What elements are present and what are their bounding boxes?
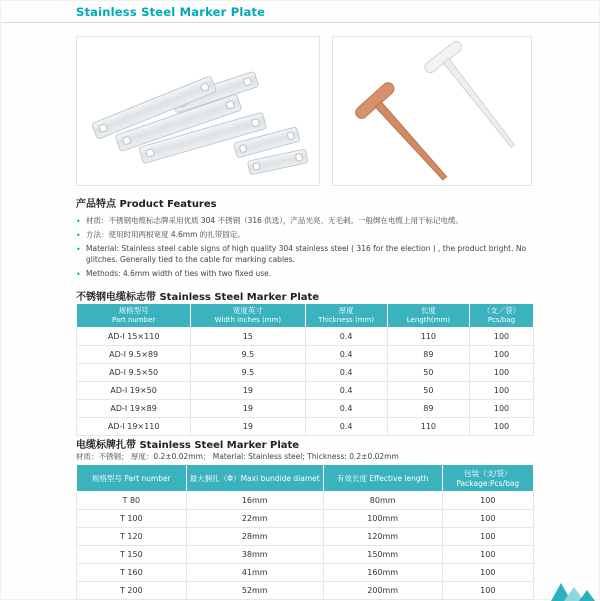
col-header-pcs-bag xyxy=(470,304,534,328)
footer-logo-icon xyxy=(549,581,597,601)
table-cell: 100 xyxy=(470,399,534,417)
table-row xyxy=(77,528,534,546)
table-cell: 9.5 xyxy=(191,345,305,363)
col-header-part-number xyxy=(77,304,191,328)
table-row xyxy=(77,582,534,600)
table-row xyxy=(77,399,534,417)
header-en: Part number xyxy=(111,315,156,324)
header-zh: 宽度英寸 xyxy=(232,306,263,315)
table-cell: 89 xyxy=(387,399,469,417)
features-heading: 产品特点 Product Features xyxy=(76,199,217,210)
table-cell: 100 xyxy=(442,528,533,546)
marker-plates-photo xyxy=(76,36,320,186)
table-cell: 100mm xyxy=(323,510,442,528)
marker-plates-illustration xyxy=(77,37,319,185)
table-cell: T 80 xyxy=(77,492,187,510)
cable-tie-spec-table xyxy=(76,464,534,600)
table-row xyxy=(77,363,534,381)
table-row xyxy=(77,345,534,363)
table-row xyxy=(77,510,534,528)
table-cell: T 100 xyxy=(77,510,187,528)
plates-group xyxy=(91,71,308,174)
table-cell: 0.4 xyxy=(305,345,387,363)
material-note: 材质：不锈钢； 厚度：0.2±0.02mm； Material: Stainless steel; Thickness: 0.2±0.02mm xyxy=(76,452,399,461)
feature-bullet: • Material: Stainless steel cable signs of high quality 304 stainless steel ( 316 for the election ) , the product bright. No glitches. Generally tied to the cable for marking cables. xyxy=(76,244,534,266)
cable-tie-table-heading: 电缆标牌扎带 Stainless Steel Marker Plate xyxy=(76,440,300,451)
table-cell: T 200 xyxy=(77,582,187,600)
table-cell: 28mm xyxy=(186,528,323,546)
table-cell: 100 xyxy=(442,582,533,600)
table-cell: T 160 xyxy=(77,564,187,582)
header-en: Thickness (mm) xyxy=(318,315,375,324)
feature-bullet: • 材质：不锈钢电缆标志牌采用优质 304 不锈钢（316 供选），产品光亮、无毛刺。一般绑在电缆上用于标记电缆。 xyxy=(76,216,534,227)
header-divider xyxy=(1,22,600,23)
cable-ties-illustration xyxy=(333,37,531,185)
header-en: Length(mm) xyxy=(406,315,450,324)
col-header-effective-length: 有效长度 Effective length xyxy=(323,465,442,492)
header-zh: 长度 xyxy=(420,306,436,315)
marker-plate-spec-table xyxy=(76,303,534,436)
table-cell: 110 xyxy=(387,417,469,435)
page-title: Stainless Steel Marker Plate xyxy=(76,5,266,19)
table-cell: 100 xyxy=(470,345,534,363)
col-header-package: 包装（支/袋）Package:Pcs/bag xyxy=(442,465,533,492)
copper-tie xyxy=(353,80,462,185)
table-cell: 52mm xyxy=(186,582,323,600)
table-row xyxy=(77,546,534,564)
table-cell: 100 xyxy=(470,381,534,399)
table-cell: 38mm xyxy=(186,546,323,564)
table-cell: T 120 xyxy=(77,528,187,546)
table-cell: AD-I 9.5×89 xyxy=(77,345,191,363)
table-cell: 100 xyxy=(442,492,533,510)
table-cell: 150mm xyxy=(323,546,442,564)
feature-bullet: • 方法：使用时用两根宽度 4.6mm 的扎带固定。 xyxy=(76,230,534,241)
table-cell: 50 xyxy=(387,381,469,399)
table-row xyxy=(77,327,534,345)
table-cell: 160mm xyxy=(323,564,442,582)
table-header-row xyxy=(77,465,534,492)
table-cell: 50 xyxy=(387,363,469,381)
table-row xyxy=(77,417,534,435)
table-cell: 0.4 xyxy=(305,327,387,345)
header-en: Width inches (mm) xyxy=(214,315,282,324)
table-row xyxy=(77,564,534,582)
table-row xyxy=(77,492,534,510)
table-cell: 9.5 xyxy=(191,363,305,381)
table-cell: 19 xyxy=(191,417,305,435)
table-cell: 41mm xyxy=(186,564,323,582)
table-cell: 22mm xyxy=(186,510,323,528)
table-cell: AD-I 9.5×50 xyxy=(77,363,191,381)
col-header-max-bundle: 最大捆扎（Φ）Maxi bundide diamet xyxy=(186,465,323,492)
cable-ties-photo xyxy=(332,36,532,186)
table-cell: T 150 xyxy=(77,546,187,564)
header-zh: 厚度 xyxy=(338,306,354,315)
header-en: Pcs/bag xyxy=(487,315,516,324)
table-cell: AD-I 19×50 xyxy=(77,381,191,399)
table-cell: AD-I 19×110 xyxy=(77,417,191,435)
table-cell: 19 xyxy=(191,399,305,417)
marker-plate-table-heading: 不锈钢电缆标志带 Stainless Steel Marker Plate xyxy=(76,292,320,303)
table-cell: 100 xyxy=(442,564,533,582)
table-cell: 0.4 xyxy=(305,381,387,399)
table-cell: 100 xyxy=(442,546,533,564)
col-header-thickness xyxy=(305,304,387,328)
product-features-section xyxy=(76,195,534,282)
table-cell: 15 xyxy=(191,327,305,345)
table-cell: 100 xyxy=(470,417,534,435)
table-cell: 120mm xyxy=(323,528,442,546)
table-cell: AD-I 19×89 xyxy=(77,399,191,417)
table-cell: 110 xyxy=(387,327,469,345)
table-cell: 0.4 xyxy=(305,363,387,381)
table-cell: 0.4 xyxy=(305,417,387,435)
col-header-length xyxy=(387,304,469,328)
table-header-row xyxy=(77,304,534,328)
table-cell: 16mm xyxy=(186,492,323,510)
table-cell: 0.4 xyxy=(305,399,387,417)
table-cell: 80mm xyxy=(323,492,442,510)
table-row xyxy=(77,381,534,399)
header-zh: （支／袋） xyxy=(482,306,521,315)
col-header-width xyxy=(191,304,305,328)
table-cell: 100 xyxy=(470,363,534,381)
col-header-part-number: 规格型号 Part number xyxy=(77,465,187,492)
table-cell: AD-I 15×110 xyxy=(77,327,191,345)
table-cell: 19 xyxy=(191,381,305,399)
feature-bullet: • Methods: 4.6mm width of ties with two fixed use. xyxy=(76,269,534,280)
header-zh: 规格型号 xyxy=(118,306,149,315)
table-cell: 100 xyxy=(442,510,533,528)
white-tie xyxy=(423,39,530,159)
table-cell: 89 xyxy=(387,345,469,363)
table-cell: 100 xyxy=(470,327,534,345)
table-cell: 200mm xyxy=(323,582,442,600)
